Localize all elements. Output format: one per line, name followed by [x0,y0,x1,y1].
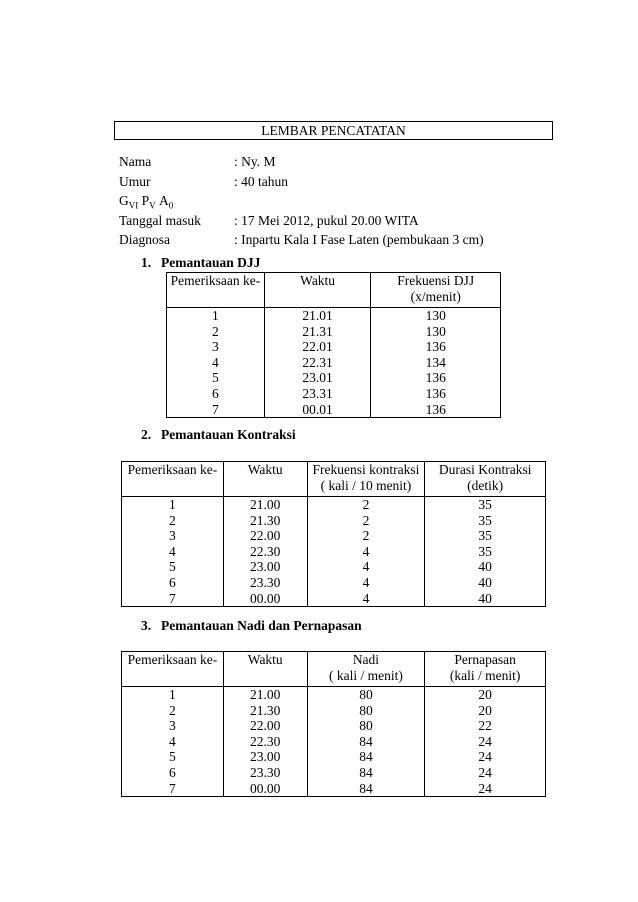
pulse-respiration-table [121,651,546,797]
table-cell: 4 [122,734,224,750]
table-row [122,703,546,719]
gvp-a: A [159,193,169,208]
table-row [122,544,546,560]
table-cell: 7 [167,402,265,418]
table-cell: 80 [307,718,425,734]
table-cell: 35 [425,528,546,544]
table-header-row [122,462,546,497]
table-cell: 2 [167,324,265,340]
gvp-p-sub: V [149,200,156,211]
table-cell: 136 [371,339,501,355]
column-header: Frekuensi kontraksi ( kali / 10 menit) [307,462,425,497]
table-cell: 21.00 [223,497,307,513]
table-cell: 3 [122,528,224,544]
table-cell: 20 [425,687,546,703]
table-row [122,559,546,575]
gvp-p: P [141,193,150,208]
column-header: Frekuensi DJJ (x/menit) [371,273,501,308]
table-cell: 22.00 [223,528,307,544]
table-cell: 2 [307,528,425,544]
table-cell: 4 [307,544,425,560]
table-cell: 7 [122,781,224,797]
table-row [122,734,546,750]
table-row [167,386,501,402]
table-cell: 84 [307,765,425,781]
table-cell: 35 [425,497,546,513]
table-cell: 4 [307,559,425,575]
table-row [122,513,546,529]
table-cell: 35 [425,513,546,529]
column-header: Waktu [223,652,307,687]
table-cell: 21.30 [223,513,307,529]
column-header: Pernapasan (kali / menit) [425,652,546,687]
table-cell: 130 [371,324,501,340]
table-row [122,765,546,781]
table-cell: 2 [122,703,224,719]
table-row [122,575,546,591]
table-cell: 2 [122,513,224,529]
table-row [167,370,501,386]
table-row [122,781,546,797]
table-cell: 24 [425,749,546,765]
table-cell: 23.00 [223,749,307,765]
section-title: Pemantauan Nadi dan Pernapasan [161,618,362,633]
table-cell: 3 [167,339,265,355]
info-label: Tanggal masuk [119,212,201,228]
gvp-g-sub: VI [128,200,139,211]
column-header: Waktu [223,462,307,497]
table-cell: 84 [307,781,425,797]
table-cell: 6 [122,575,224,591]
table-cell: 21.30 [223,703,307,719]
table-cell: 134 [371,355,501,371]
table-cell: 23.30 [223,765,307,781]
table-row [122,591,546,607]
table-cell: 23.01 [264,370,371,386]
table-cell: 35 [425,544,546,560]
table-header-row [167,273,501,308]
gvp-g: G [119,193,129,208]
section-heading-kontraksi [141,427,296,443]
table-cell: 84 [307,734,425,750]
table-cell: 80 [307,687,425,703]
table-cell: 24 [425,734,546,750]
table-cell: 130 [371,308,501,324]
table-cell: 22.31 [264,355,371,371]
table-cell: 4 [307,575,425,591]
table-cell: 3 [122,718,224,734]
table-cell: 136 [371,402,501,418]
table-cell: 84 [307,749,425,765]
table-row [122,497,546,513]
table-cell: 00.00 [223,591,307,607]
table-cell: 20 [425,703,546,719]
column-header: Waktu [264,273,371,308]
table-cell: 40 [425,575,546,591]
table-cell: 7 [122,591,224,607]
info-label: Umur [119,173,151,189]
table-cell: 24 [425,781,546,797]
table-cell: 5 [122,749,224,765]
document-title: LEMBAR PENCATATAN [114,121,553,140]
table-cell: 4 [122,544,224,560]
section-number: 2. [141,427,152,442]
table-header-row [122,652,546,687]
contraction-table [121,461,546,607]
column-header: Nadi ( kali / menit) [307,652,425,687]
column-header: Pemeriksaan ke- [167,273,265,308]
gvp-a-sub: 0 [168,200,174,211]
table-cell: 4 [307,591,425,607]
table-row [122,528,546,544]
info-value: : Ny. M [234,154,276,169]
table-cell: 23.00 [223,559,307,575]
table-cell: 1 [167,308,265,324]
table-cell: 00.00 [223,781,307,797]
table-cell: 1 [122,687,224,703]
table-cell: 2 [307,513,425,529]
table-cell: 5 [122,559,224,575]
table-row [167,324,501,340]
table-cell: 21.00 [223,687,307,703]
section-heading-djj [141,255,260,271]
table-row [167,339,501,355]
info-label: Nama [119,154,152,169]
table-row [122,687,546,703]
column-header: Durasi Kontraksi (detik) [425,462,546,497]
info-value: : 40 tahun [234,173,288,189]
section-number: 3. [141,618,152,633]
table-cell: 21.31 [264,324,371,340]
table-cell: 136 [371,386,501,402]
table-cell: 22.30 [223,734,307,750]
table-cell: 00.01 [264,402,371,418]
table-cell: 1 [122,497,224,513]
section-title: Pemantauan Kontraksi [161,427,296,442]
info-label: Diagnosa [119,232,170,247]
section-number: 1. [141,255,152,270]
table-cell: 23.30 [223,575,307,591]
table-cell: 40 [425,559,546,575]
info-value: : Inpartu Kala I Fase Laten (pembukaan 3 cm) [234,232,484,247]
table-cell: 22 [425,718,546,734]
column-header: Pemeriksaan ke- [122,652,224,687]
table-cell: 21.01 [264,308,371,324]
table-cell: 136 [371,370,501,386]
table-row [122,718,546,734]
table-row [167,402,501,418]
table-cell: 22.30 [223,544,307,560]
table-cell: 22.00 [223,718,307,734]
info-value: : 17 Mei 2012, pukul 20.00 WITA [234,212,419,228]
table-row [167,308,501,324]
table-cell: 4 [167,355,265,371]
section-title: Pemantauan DJJ [161,255,261,270]
table-cell: 2 [307,497,425,513]
column-header: Pemeriksaan ke- [122,462,224,497]
table-cell: 40 [425,591,546,607]
table-cell: 23.31 [264,386,371,402]
djj-table [166,272,501,418]
table-row [122,749,546,765]
table-row [167,355,501,371]
section-heading-nadi [141,618,362,634]
table-cell: 80 [307,703,425,719]
table-cell: 6 [167,386,265,402]
table-cell: 24 [425,765,546,781]
table-cell: 22.01 [264,339,371,355]
table-cell: 6 [122,765,224,781]
table-cell: 5 [167,370,265,386]
